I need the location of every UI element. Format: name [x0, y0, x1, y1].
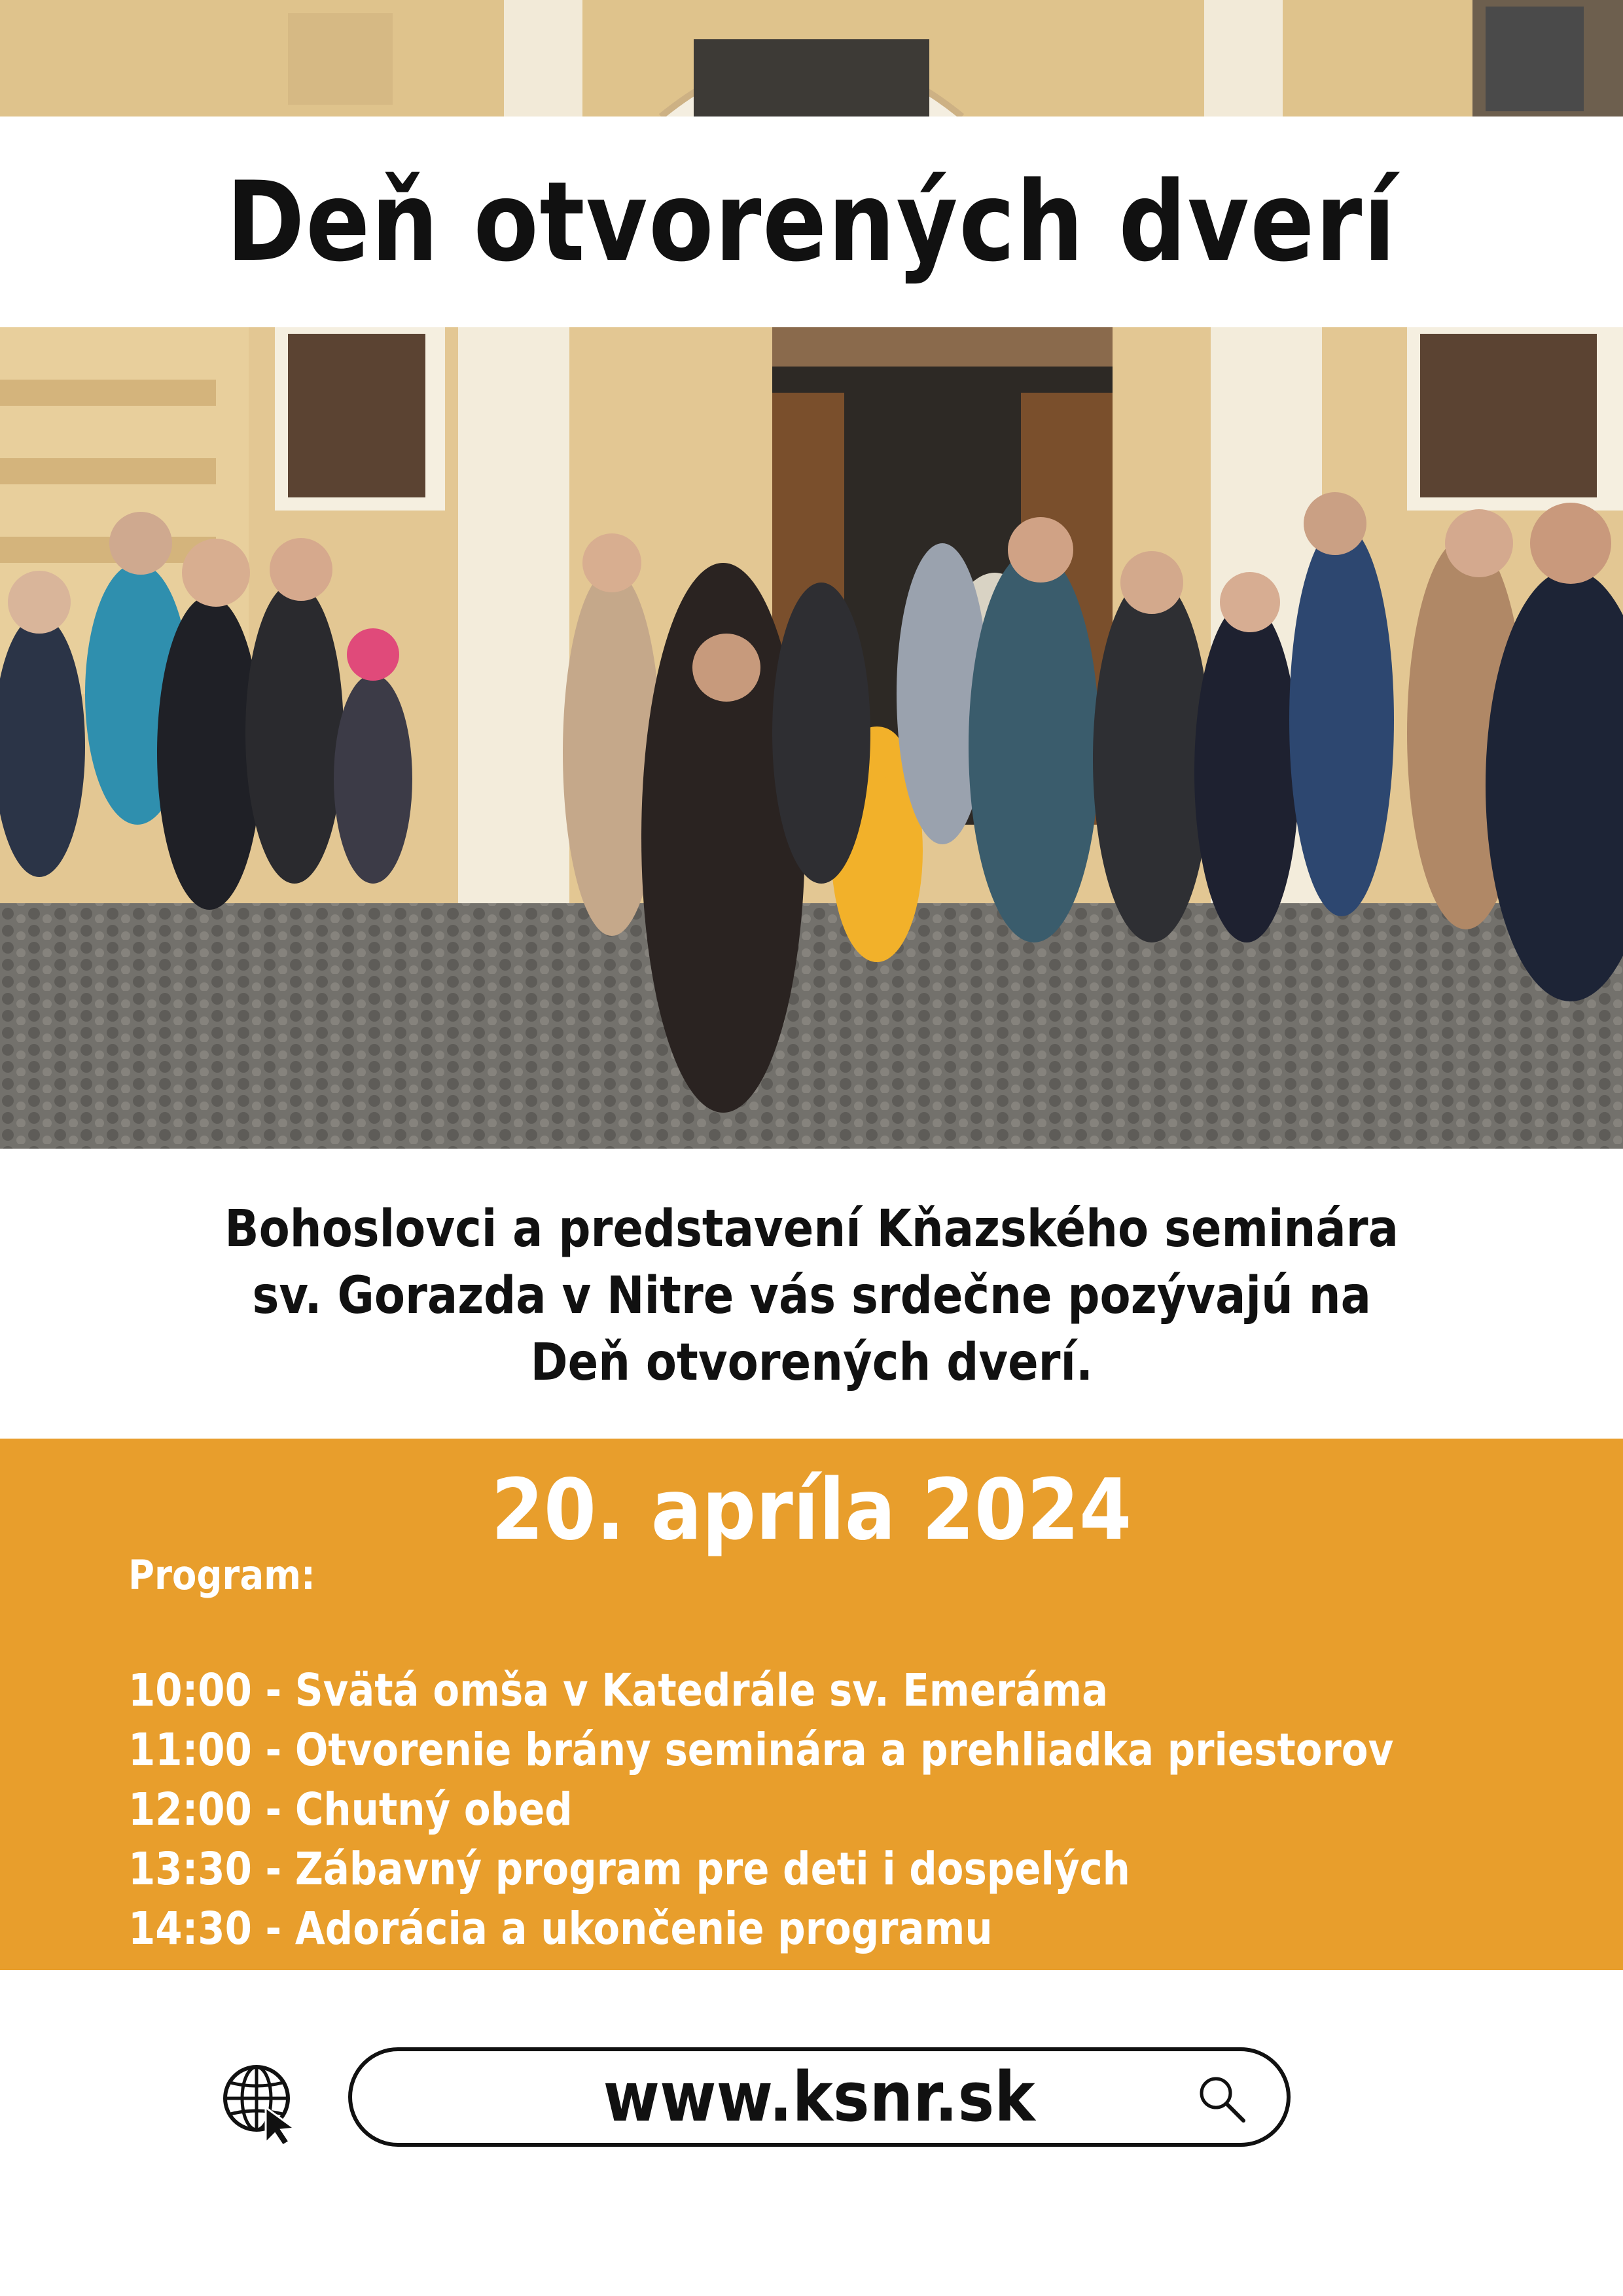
- invitation-line: Bohoslovci a predstavení Kňazského seminára: [224, 1200, 1399, 1259]
- top-building-photo: [0, 0, 1623, 117]
- invitation-text: [0, 1158, 1623, 1433]
- event-date: 20. apríla 2024: [491, 1462, 1132, 1559]
- schedule-item: 14:30 - Adorácia a ukončenie programu: [128, 1903, 993, 1955]
- title-band: [0, 117, 1623, 327]
- program-label: Program:: [128, 1551, 315, 1599]
- program-band: [0, 1439, 1623, 1970]
- page-title: Deň otvorených dverí: [226, 158, 1397, 286]
- invitation-line: Deň otvorených dverí.: [530, 1333, 1093, 1392]
- schedule-item: 10:00 - Svätá omša v Katedrále sv. Emeráma: [128, 1664, 1109, 1717]
- globe-cursor-icon: [220, 2062, 305, 2147]
- program-schedule: [128, 1661, 1599, 1959]
- main-crowd-photo: [0, 327, 1623, 1149]
- website-url[interactable]: www.ksnr.sk: [603, 2057, 1035, 2137]
- schedule-item: 11:00 - Otvorenie brány seminára a prehliadka priestorov: [128, 1724, 1394, 1776]
- url-bar[interactable]: [348, 2047, 1291, 2147]
- schedule-item: 13:30 - Zábavný program pre deti i dospelých: [128, 1843, 1130, 1895]
- schedule-item: 12:00 - Chutný obed: [128, 1784, 573, 1836]
- search-icon: [1196, 2073, 1247, 2125]
- invitation-line: sv. Gorazda v Nitre vás srdečne pozývajú na: [252, 1266, 1371, 1325]
